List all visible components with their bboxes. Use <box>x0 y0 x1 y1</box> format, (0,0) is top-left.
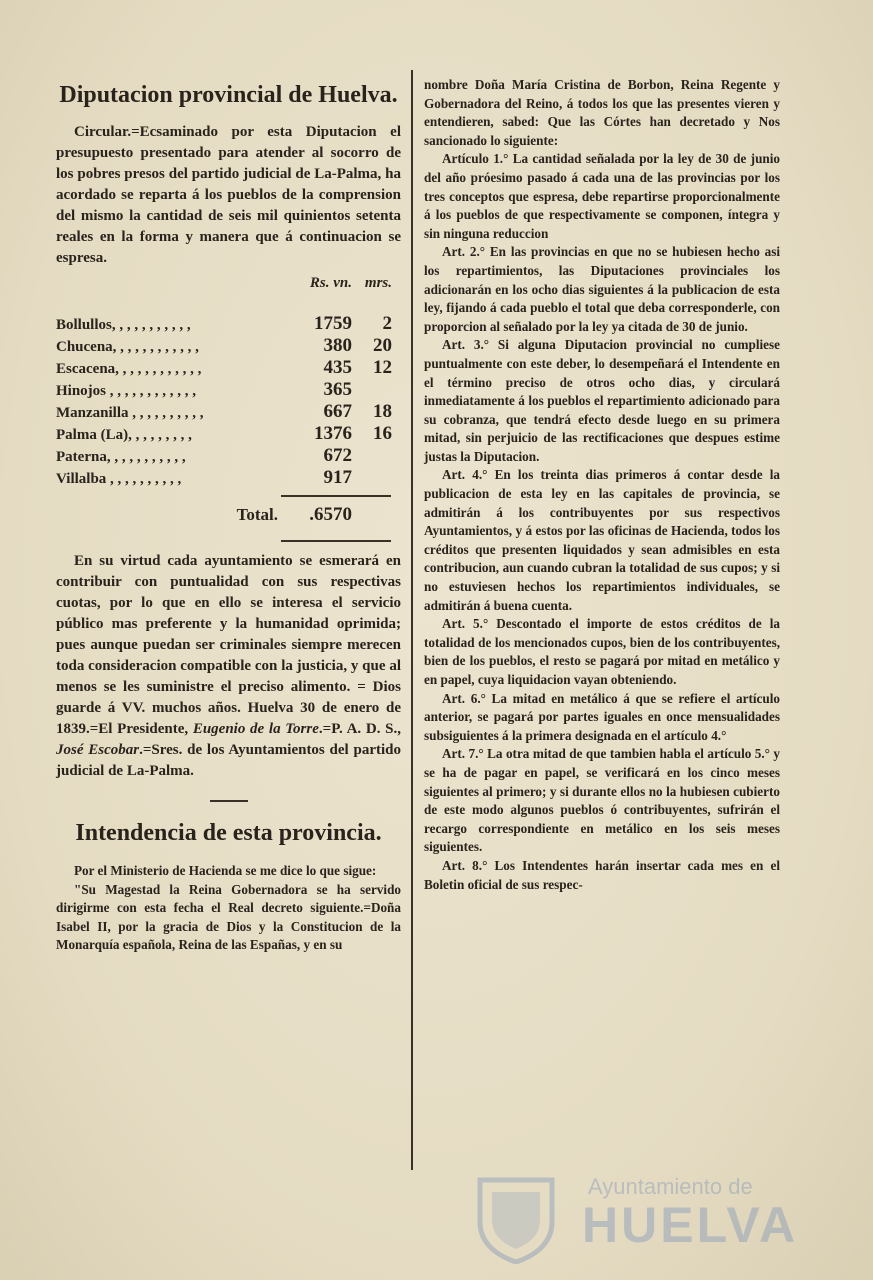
total-rule <box>281 540 391 543</box>
column-divider <box>411 70 413 1170</box>
secretary-name: José Escobar <box>56 742 140 758</box>
total-row <box>56 504 401 530</box>
table-header <box>56 275 401 299</box>
total-value: .6570 <box>309 504 352 525</box>
article-8: Art. 8.° Los Intendentes harán insertar cada mes en el Boletin oficial de sus respec- <box>424 857 780 892</box>
article-2: Art. 2.° En las provincias en que no se hubiesen hecho asi los repartimientos, las Diputaciones provinciales los adicionarán en los ocho dias siguientes á la publicacion de esta ley, fijando á cada pueblo el total que deba corresponderle, con proporcion al señalado por la ley ya citada de 30 de junio. <box>424 244 780 334</box>
distribution-table <box>56 275 401 543</box>
table-row: Chucena, , , , , , , , , , , , 380 20 <box>56 335 392 356</box>
president-name: Eugenio de la Torre <box>192 721 319 737</box>
intendencia-intro: Por el Ministerio de Hacienda se me dice lo que sigue: <box>74 863 377 878</box>
article-5: Art. 5.° Descontado el importe de estos créditos de la totalidad de los mencionados cupos, bien de los contribuyentes, bien de los pueblos, el resto se pagará por mitad en metálico y en papel, cuya liquidacion vayan obteniendo. <box>424 616 780 687</box>
title-diputacion: Diputacion provincial de Huelva. <box>59 82 398 108</box>
title-intendencia: Intendencia de esta provincia. <box>75 820 382 846</box>
table-row: Palma (La), , , , , , , , , 1376 16 <box>56 423 392 444</box>
sum-rule <box>281 495 391 498</box>
left-column <box>56 80 401 955</box>
table-row: Paterna, , , , , , , , , , , 672 <box>56 445 352 466</box>
header-reales: Rs. vn. <box>309 275 352 291</box>
watermark-line1: Ayuntamiento de <box>588 1174 753 1199</box>
royal-decree-start: "Su Magestad la Reina Gobernadora se ha servido dirigirme con esta fecha el Real decreto siguiente.=Doña Isabel II, por la gracia de Dios y la Constitucion de la Monarquía española, Reina de las Españas, y en su <box>56 881 401 953</box>
watermark-line2: HUELVA <box>582 1197 799 1253</box>
article-1: Artículo 1.° La cantidad señalada por la ley de 30 de junio del año próesimo pasado á cada una de las provincias por los tres conceptos que espresa, debe repartirse proporcionalmente á los pueblos de que respectivamente se componen, íntegra y sin ninguna reduccion <box>424 151 780 241</box>
archive-watermark <box>470 1166 800 1266</box>
decree-paragraph: nombre Doña María Cristina de Borbon, Reina Regente y Gobernadora del Reino, á todos los que las presentes vieren y entendieren, sabed: Que las Córtes han decretado y Nos sancionado lo siguiente: <box>424 77 780 148</box>
total-label: Total. <box>236 505 278 524</box>
shield-icon <box>470 1172 562 1264</box>
section-separator <box>210 800 248 802</box>
table-row: Bollullos, , , , , , , , , , , 1759 2 <box>56 313 392 334</box>
circular-paragraph: Circular.=Ecsaminado por esta Diputacion el presupuesto presentado para atender al socorro de los pobres presos del partido judicial de La-Palma, ha acordado se reparta á los pueblos de la comprension del mismo la cantidad de seis mil quinientos setenta reales en la forma y manera que á continuacion se espresa. <box>56 124 401 266</box>
article-3: Art. 3.° Si alguna Diputacion provincial no cumpliese puntualmente con este deber, lo desempeñará el Intendente en el término preciso de otros ocho dias, y circulará inmediatamente á los pueblos el repartimiento adicionado para su cobranza, que tendrá efecto desde luego en su primera mitad, sin perjuicio de las rectificaciones que despues estime justas la Diputacion. <box>424 337 780 464</box>
article-6: Art. 6.° La mitad en metálico á que se refiere el artículo anterior, se pagará por partes iguales en once mensualidades subsiguientes á la primera designada en el artículo 4.° <box>424 690 780 743</box>
table-row: Escacena, , , , , , , , , , , , 435 12 <box>56 357 392 378</box>
table-row: Villalba , , , , , , , , , , 917 <box>56 467 352 488</box>
right-column <box>424 76 780 894</box>
article-7: Art. 7.° La otra mitad de que tambien habla el artículo 5.° y se ha de pagar en papel, se verificará en los cinco meses siguientes al primero; y si durante ellos no la hubiesen cubierto de este modo algunos pueblos ó contribuyentes, sufrirán el recargo correspondiente en metálico en los seis meses siguientes. <box>424 746 780 855</box>
article-4: Art. 4.° En los treinta dias primeros á contar desde la publicacion de esta ley en las capitales de provincia, se admitirán á los contribuyentes por sus respectivos Ayuntamientos, y á estos por las oficinas de Hacienda, todos los créditos que presenten liquidados y sean admisibles en esta contribucion, aun cuando cubran la totalidad de sus cupos; y si no estuviesen hechos los repartimientos individuales, se admitirán á buena cuenta. <box>424 467 780 613</box>
header-maravedis: mrs. <box>364 275 392 291</box>
table-row: Hinojos , , , , , , , , , , , , 365 <box>56 379 352 400</box>
body-paragraph: En su virtud cada ayuntamiento se esmerará en contribuir con puntualidad con sus respectivas cuotas, por lo que en ello se interesa el servicio público mas preferente y la humanidad oprimida; pues aunque puedan ser criminales siempre merecen toda consideracion compatible con la justicia, y que al menos se les suministre el preciso alimento. = Dios guarde á VV. muchos años. Huelva 30 de enero de 1839.=El Presidente, Eugenio de la Torre.=P. A. D. S., José Escobar.=Sres. de los Ayuntamientos del partido judicial de La-Palma. <box>56 553 401 779</box>
table-row: Manzanilla , , , , , , , , , , 667 18 <box>56 401 392 422</box>
